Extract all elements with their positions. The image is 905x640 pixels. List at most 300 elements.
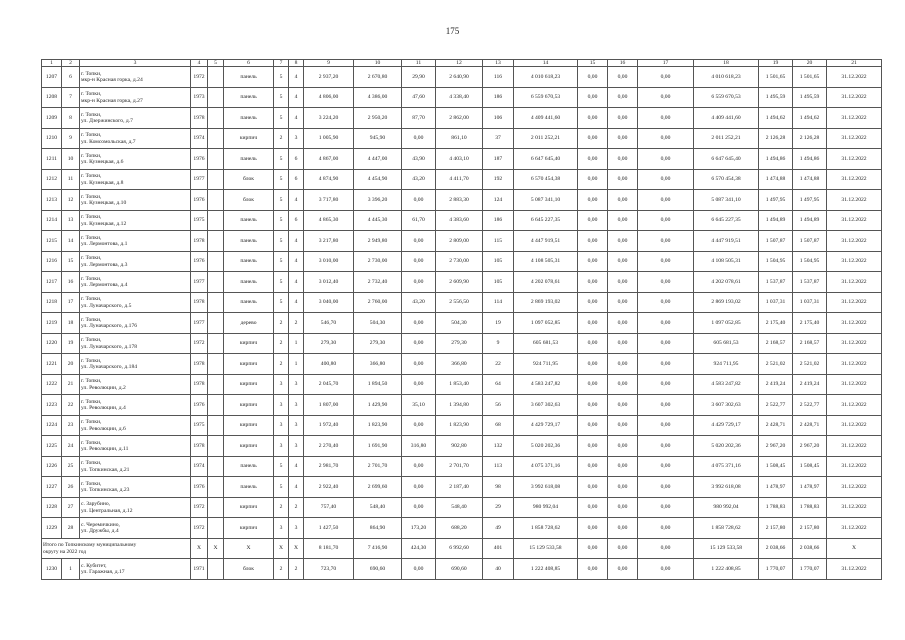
table-cell	[208, 313, 224, 334]
table-cell: 1214	[42, 210, 62, 231]
table-cell: 5	[274, 210, 289, 231]
table-cell: 3	[274, 518, 289, 539]
table-cell: 1 504,95	[759, 251, 793, 272]
table-cell: 29	[483, 497, 514, 518]
table-cell: 0,00	[638, 395, 694, 416]
table-cell: 2 730,00	[436, 251, 483, 272]
table-row	[42, 333, 882, 354]
table-cell: 3	[289, 374, 304, 395]
table-cell: 106	[483, 108, 514, 129]
table-cell: 1 770,07	[759, 559, 793, 580]
table-cell: 24	[62, 436, 80, 457]
table-row	[42, 272, 882, 293]
table-cell: 5	[274, 67, 289, 88]
table-cell: 4	[289, 456, 304, 477]
column-header: 14	[514, 60, 578, 67]
table-cell: 4	[289, 272, 304, 293]
column-header: 3	[80, 60, 191, 67]
table-cell: 0,00	[608, 477, 638, 498]
table-cell: 31.12.2022	[827, 313, 882, 334]
table-cell: 4 447 919,51	[694, 231, 759, 252]
table-cell: 6	[289, 210, 304, 231]
table-cell: 1220	[42, 333, 62, 354]
address-cell	[80, 251, 191, 272]
table-cell: 2 038,66	[793, 538, 827, 559]
table-cell: 1 507,87	[759, 231, 793, 252]
table-cell: 1 097 052,85	[514, 313, 578, 334]
table-cell: 1225	[42, 436, 62, 457]
column-header: 11	[402, 60, 436, 67]
address-line: ул. Кузнецкая, д.10	[81, 200, 127, 207]
address-cell	[80, 518, 191, 539]
column-header: 1	[42, 60, 62, 67]
table-cell: 132	[483, 436, 514, 457]
table-cell: 47,60	[402, 87, 436, 108]
table-cell: 2 760,00	[354, 292, 402, 313]
table-cell: 0,00	[608, 456, 638, 477]
table-cell: дерево	[224, 313, 274, 334]
table-cell: 1972	[191, 518, 208, 539]
table-cell: 0,00	[608, 128, 638, 149]
page-number: 175	[445, 26, 460, 36]
table-cell: 4 429 729,17	[514, 415, 578, 436]
table-cell: 31.12.2022	[827, 395, 882, 416]
table-cell: 1 788,83	[759, 497, 793, 518]
table-cell: 0,00	[578, 415, 608, 436]
table-cell: 1972	[191, 67, 208, 88]
table-cell: 3 012,40	[304, 272, 354, 293]
table-cell: 2	[274, 497, 289, 518]
table-cell: 0,00	[608, 333, 638, 354]
table-cell: 2 699,60	[354, 477, 402, 498]
table-cell: 56	[483, 395, 514, 416]
address-line: г. Топки,	[81, 173, 102, 180]
table-cell: 3	[289, 415, 304, 436]
column-header: 10	[354, 60, 402, 67]
table-cell: 2 732,40	[354, 272, 402, 293]
table-cell: 4 411,70	[436, 169, 483, 190]
table-cell: 2 522,77	[793, 395, 827, 416]
table-cell: 2 522,77	[759, 395, 793, 416]
table-cell: 2	[274, 559, 289, 580]
table-cell: 0,00	[638, 231, 694, 252]
address-line: с. Зарубино,	[81, 501, 111, 508]
column-header: 17	[638, 60, 694, 67]
table-cell: блок	[224, 169, 274, 190]
table-cell: 1207	[42, 67, 62, 88]
column-header: 16	[608, 60, 638, 67]
table-cell: 2 168,57	[759, 333, 793, 354]
table-cell: 7 416,90	[354, 538, 402, 559]
table-cell: панель	[224, 108, 274, 129]
table-cell: 2 862,00	[436, 108, 483, 129]
address-line: г. Топки,	[81, 214, 102, 221]
table-cell: 3 217,80	[304, 231, 354, 252]
table-cell: 0,00	[578, 67, 608, 88]
address-line: ул. Лермонтова, д.3	[81, 261, 128, 268]
table-cell: 1 037,31	[759, 292, 793, 313]
table-cell: 4 447,00	[354, 149, 402, 170]
table-cell: 1208	[42, 87, 62, 108]
table-cell: 31.12.2022	[827, 231, 882, 252]
table-cell: 31.12.2022	[827, 87, 882, 108]
table-cell: панель	[224, 292, 274, 313]
table-cell: 1216	[42, 251, 62, 272]
table-cell: 0,00	[402, 251, 436, 272]
table-cell: 4	[289, 108, 304, 129]
table-cell: 1 501,65	[759, 67, 793, 88]
table-cell: 0,00	[402, 456, 436, 477]
table-cell: 105	[483, 272, 514, 293]
table-cell: 1 770,07	[793, 559, 827, 580]
table-cell: 0,00	[608, 210, 638, 231]
table-cell: 548,40	[354, 497, 402, 518]
table-row	[42, 395, 882, 416]
table-row	[42, 292, 882, 313]
table-cell: 3	[289, 128, 304, 149]
column-header: 13	[483, 60, 514, 67]
table-cell: кирпич	[224, 395, 274, 416]
table-cell: 98	[483, 477, 514, 498]
table-cell: 861,10	[436, 128, 483, 149]
table-cell: 0,00	[578, 538, 608, 559]
table-cell: 4 338,40	[436, 87, 483, 108]
table-cell: 1 494,89	[759, 210, 793, 231]
table-cell: 0,00	[638, 456, 694, 477]
table-cell	[208, 190, 224, 211]
table-cell: 1 497,95	[759, 190, 793, 211]
table-cell: 4 445,30	[354, 210, 402, 231]
address-cell	[80, 436, 191, 457]
table-cell: 186	[483, 210, 514, 231]
table-cell: 316,80	[402, 436, 436, 457]
table-cell: 1972	[191, 333, 208, 354]
address-line: г. Топки,	[81, 234, 102, 241]
address-cell	[80, 169, 191, 190]
table-cell: 31.12.2022	[827, 374, 882, 395]
table-cell: 31.12.2022	[827, 518, 882, 539]
table-cell: 3	[289, 436, 304, 457]
table-cell: 31.12.2022	[827, 497, 882, 518]
table-cell: 2 419,24	[793, 374, 827, 395]
table-cell: 1209	[42, 108, 62, 129]
table-cell: 43,90	[402, 149, 436, 170]
table-cell: 4 075 371,16	[694, 456, 759, 477]
table-cell: кирпич	[224, 436, 274, 457]
table-cell: 4 409 441,60	[514, 108, 578, 129]
address-line: ул. Луначарского, д.184	[81, 364, 138, 371]
table-cell: 0,00	[608, 374, 638, 395]
table-cell: кирпич	[224, 333, 274, 354]
table-cell: 4 383,60	[436, 210, 483, 231]
table-row	[42, 477, 882, 498]
table-cell: кирпич	[224, 374, 274, 395]
table-cell: 31.12.2022	[827, 149, 882, 170]
table-cell: 0,00	[578, 231, 608, 252]
table-cell: 1 858 728,62	[514, 518, 578, 539]
table-cell: 12	[62, 190, 80, 211]
table-cell: 1978	[191, 354, 208, 375]
table-cell: 0,00	[578, 87, 608, 108]
table-cell: 1 858 728,62	[694, 518, 759, 539]
table-cell: 1977	[191, 313, 208, 334]
table-cell: 2	[289, 497, 304, 518]
table-cell: кирпич	[224, 415, 274, 436]
address-line: мкр-н Красная горка, д.24	[81, 77, 143, 84]
table-cell: 23	[62, 415, 80, 436]
table-row	[42, 518, 882, 539]
table-cell: 1 005,90	[304, 128, 354, 149]
table-cell: 27	[62, 497, 80, 518]
table-cell	[208, 415, 224, 436]
table-cell: 49	[483, 518, 514, 539]
table-cell: 0,00	[578, 169, 608, 190]
address-line: г. Топки,	[81, 275, 102, 282]
table-cell: панель	[224, 67, 274, 88]
table-cell: 2 640,90	[436, 67, 483, 88]
table-cell: 0,00	[402, 477, 436, 498]
table-cell: 1 478,97	[759, 477, 793, 498]
address-line: ул. Дзержинского, д.7	[81, 118, 133, 125]
table-cell: 28	[62, 518, 80, 539]
address-line: ул. Лермонтова, д.4	[81, 282, 128, 289]
table-cell: 1229	[42, 518, 62, 539]
table-cell: 0,00	[608, 538, 638, 559]
column-header: 20	[793, 60, 827, 67]
address-line: г. Топки,	[81, 357, 102, 364]
table-cell: 0,00	[402, 272, 436, 293]
table-cell	[208, 210, 224, 231]
address-line: ул. Кузнецкая, д.12	[81, 220, 127, 227]
table-cell: 1 494,86	[759, 149, 793, 170]
table-cell: 5	[274, 456, 289, 477]
address-line: мкр-н Красная горка, д.27	[81, 97, 143, 104]
table-cell: 31.12.2022	[827, 292, 882, 313]
table-row	[42, 231, 882, 252]
table-cell: 6 570 454,38	[514, 169, 578, 190]
table-row	[42, 436, 882, 457]
table-cell	[208, 559, 224, 580]
table-cell: 1 494,62	[793, 108, 827, 129]
table-cell: 0,00	[578, 190, 608, 211]
table-cell: 2 011 252,21	[694, 128, 759, 149]
table-cell: 14	[62, 231, 80, 252]
address-cell	[80, 272, 191, 293]
table-cell: 0,00	[638, 292, 694, 313]
table-cell: 2 045,70	[304, 374, 354, 395]
table-cell: 6 645 227,35	[694, 210, 759, 231]
table-cell: 2 157,80	[793, 518, 827, 539]
table-cell: 40	[483, 559, 514, 580]
table-cell: 5	[274, 149, 289, 170]
table-cell: 6	[289, 149, 304, 170]
table-cell: 2 011 252,21	[514, 128, 578, 149]
table-row	[42, 128, 882, 149]
table-row	[42, 313, 882, 334]
table-cell: панель	[224, 210, 274, 231]
column-header: 8	[289, 60, 304, 67]
table-cell: 1 037,31	[793, 292, 827, 313]
table-cell: 1 427,50	[304, 518, 354, 539]
table-cell: 2 168,57	[793, 333, 827, 354]
address-line: г. Топки,	[81, 91, 102, 98]
table-cell: 1228	[42, 497, 62, 518]
address-cell	[80, 415, 191, 436]
table-cell: 19	[62, 333, 80, 354]
table-cell: 4	[289, 190, 304, 211]
table-cell: 2	[274, 333, 289, 354]
column-header: 4	[191, 60, 208, 67]
table-cell	[208, 87, 224, 108]
table-cell: 945,90	[354, 128, 402, 149]
table-cell: 0,00	[608, 272, 638, 293]
table-cell	[208, 456, 224, 477]
table-cell: 2 419,24	[759, 374, 793, 395]
table-cell: 1	[289, 354, 304, 375]
table-cell: 15 129 533,58	[694, 538, 759, 559]
table-cell: 0,00	[608, 67, 638, 88]
table-cell: 3 607 302,63	[694, 395, 759, 416]
table-cell: 25	[62, 456, 80, 477]
table-cell: 1 508,45	[759, 456, 793, 477]
table-cell	[208, 149, 224, 170]
address-cell	[80, 354, 191, 375]
address-line: ул. Гаражная, д.17	[81, 569, 125, 576]
table-cell: 19	[483, 313, 514, 334]
table-cell: 1 504,95	[793, 251, 827, 272]
table-cell: 0,00	[638, 190, 694, 211]
table-cell	[208, 67, 224, 88]
address-line: г. Топки,	[81, 111, 102, 118]
table-cell: 400,80	[304, 354, 354, 375]
table-cell: 0,00	[578, 354, 608, 375]
table-cell: 690,60	[354, 559, 402, 580]
table-cell	[208, 169, 224, 190]
table-cell: 43,20	[402, 169, 436, 190]
table-cell: 1 474,88	[793, 169, 827, 190]
table-cell: 2	[289, 313, 304, 334]
table-row	[42, 149, 882, 170]
table-cell: 1230	[42, 559, 62, 580]
column-number-header-row	[42, 60, 882, 67]
table-cell: 1978	[191, 292, 208, 313]
table-cell: 4	[289, 251, 304, 272]
table-cell: 0,00	[638, 108, 694, 129]
table-cell: 173,20	[402, 518, 436, 539]
table-cell: 0,00	[638, 272, 694, 293]
table-cell: 43,20	[402, 292, 436, 313]
address-cell	[80, 559, 191, 580]
housing-register-table	[41, 59, 882, 580]
table-cell: 4 409 441,60	[694, 108, 759, 129]
table-cell: 1977	[191, 272, 208, 293]
table-cell: 1972	[191, 497, 208, 518]
table-cell: 17	[62, 292, 80, 313]
table-row	[42, 108, 882, 129]
table-cell: 10	[62, 149, 80, 170]
table-cell: 6	[62, 67, 80, 88]
table-cell: 31.12.2022	[827, 67, 882, 88]
address-line: г. Топки,	[81, 398, 102, 405]
table-cell: 1976	[191, 395, 208, 416]
table-cell: 0,00	[638, 67, 694, 88]
table-cell: 1 222 408,85	[694, 559, 759, 580]
table-cell: 0,00	[608, 149, 638, 170]
table-cell: 4 865,30	[304, 210, 354, 231]
table-cell: 6 559 670,53	[514, 87, 578, 108]
table-cell: 192	[483, 169, 514, 190]
table-cell: блок	[224, 190, 274, 211]
address-line: г. Топки,	[81, 337, 102, 344]
table-row	[42, 354, 882, 375]
table-cell: 4 583 247,82	[514, 374, 578, 395]
table-cell: панель	[224, 272, 274, 293]
table-cell: X	[289, 538, 304, 559]
table-cell: 0,00	[578, 374, 608, 395]
table-cell: 0,00	[402, 231, 436, 252]
table-cell: X	[191, 538, 208, 559]
table-row	[42, 374, 882, 395]
table-cell: 2 126,28	[793, 128, 827, 149]
table-cell: 4 075 371,16	[514, 456, 578, 477]
table-cell: 2 670,80	[354, 67, 402, 88]
table-cell: 2 809,00	[436, 231, 483, 252]
table-cell: 31.12.2022	[827, 456, 882, 477]
table-cell: 0,00	[578, 395, 608, 416]
address-line: ул. Луначарского, д.178	[81, 343, 138, 350]
table-row	[42, 415, 882, 436]
table-cell: 723,70	[304, 559, 354, 580]
table-cell: 1 495,59	[793, 87, 827, 108]
table-cell: 2 967,20	[793, 436, 827, 457]
table-cell	[208, 272, 224, 293]
table-cell: 4 447 919,51	[514, 231, 578, 252]
table-cell: 924 711,95	[694, 354, 759, 375]
address-line: ул. Революции, д.6	[81, 425, 126, 432]
table-cell: 1 429,90	[354, 395, 402, 416]
table-cell: 31.12.2022	[827, 190, 882, 211]
table-cell: 18	[62, 313, 80, 334]
table-cell: 6 647 645,40	[694, 149, 759, 170]
table-cell: 37	[483, 128, 514, 149]
table-cell: 605 681,53	[694, 333, 759, 354]
table-cell	[208, 436, 224, 457]
table-cell: 4	[289, 67, 304, 88]
table-cell: 3 040,00	[304, 292, 354, 313]
table-cell: 2 187,40	[436, 477, 483, 498]
table-cell: X	[274, 538, 289, 559]
address-cell	[80, 456, 191, 477]
table-cell: 31.12.2022	[827, 333, 882, 354]
address-line: ул. Лермонтова, д.1	[81, 241, 128, 248]
column-header: 9	[304, 60, 354, 67]
table-cell: 5	[274, 190, 289, 211]
table-cell: 31.12.2022	[827, 559, 882, 580]
address-cell	[80, 190, 191, 211]
table-cell: 1217	[42, 272, 62, 293]
table-cell: 1 474,88	[759, 169, 793, 190]
address-cell	[80, 395, 191, 416]
table-cell: 3 396,20	[354, 190, 402, 211]
table-cell: 0,00	[608, 354, 638, 375]
table-cell: 124	[483, 190, 514, 211]
table-cell: 115	[483, 231, 514, 252]
table-cell: 2 126,28	[759, 128, 793, 149]
address-line: с. Черемичкино,	[81, 521, 120, 528]
table-cell: 0,00	[578, 210, 608, 231]
table-cell: 4 806,00	[304, 87, 354, 108]
table-cell: 1 097 052,85	[694, 313, 759, 334]
